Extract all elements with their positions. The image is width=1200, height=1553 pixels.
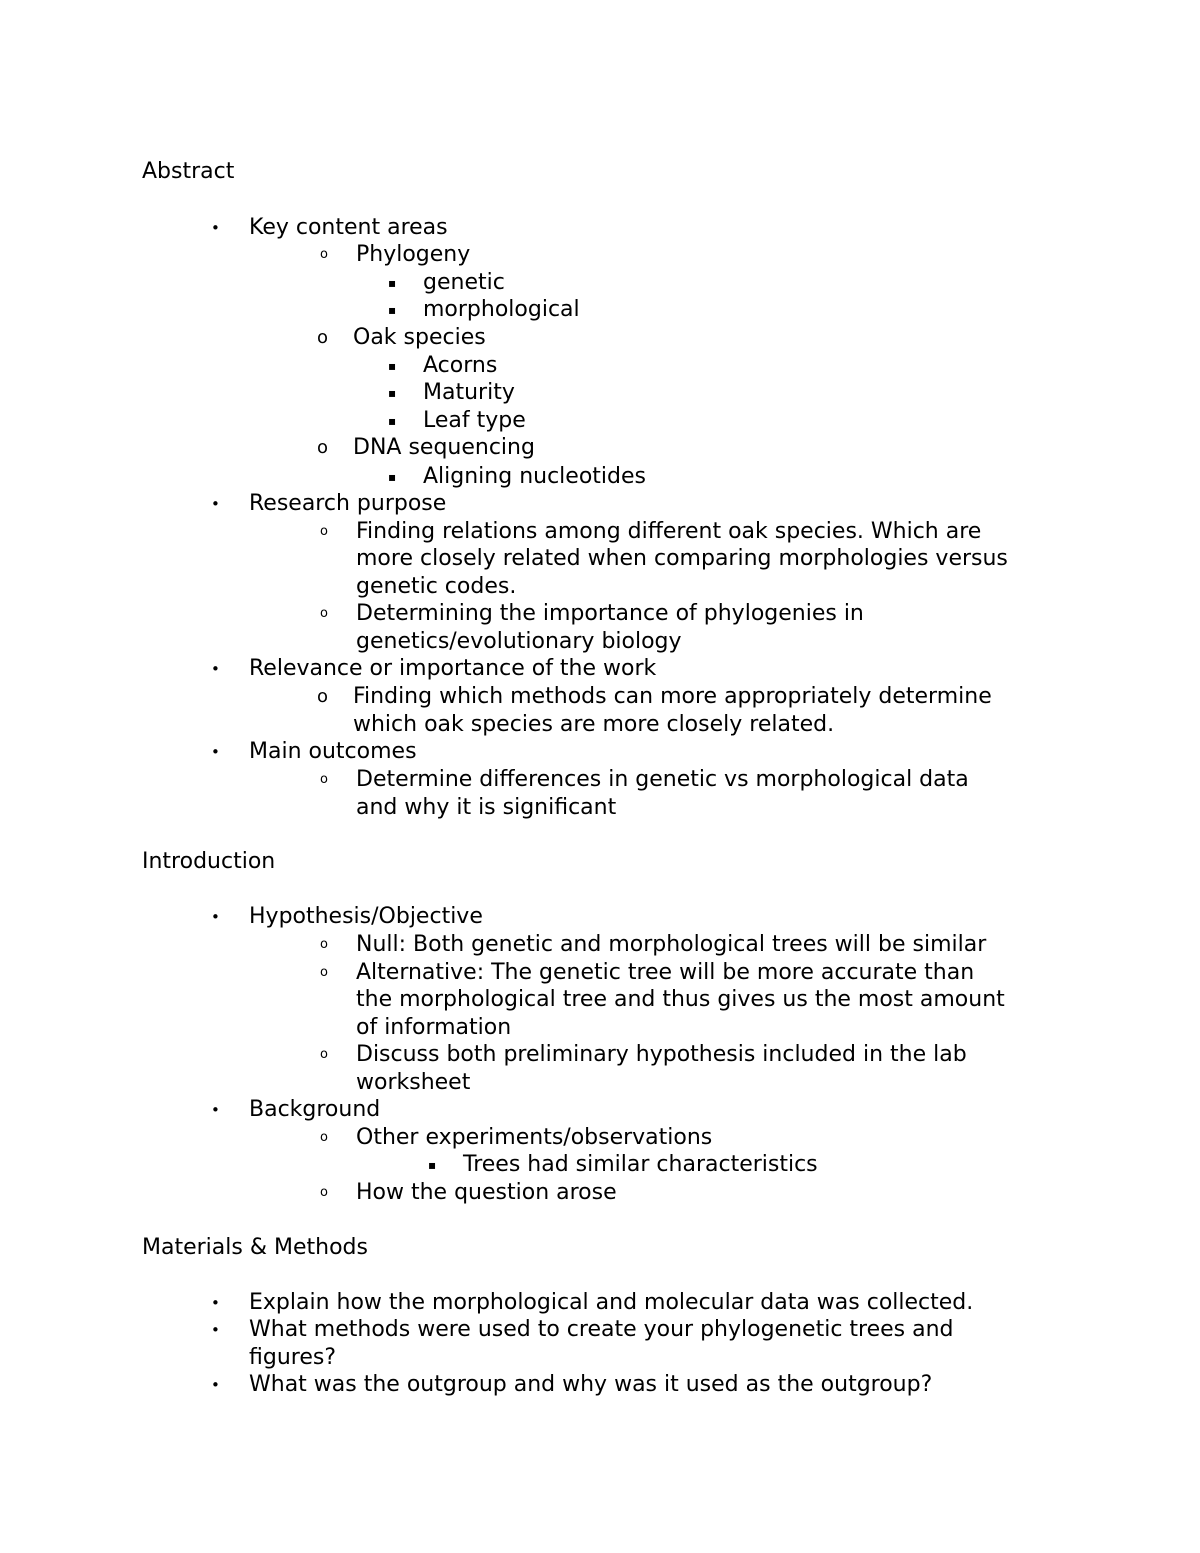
phylogeny-item: Phylogeny bbox=[356, 242, 471, 267]
dna-sequencing-item: DNA sequencing bbox=[353, 435, 535, 460]
circle-marker: o bbox=[320, 937, 328, 952]
circle-marker: o bbox=[320, 524, 328, 539]
hypothesis-label: Hypothesis/Objective bbox=[249, 904, 483, 929]
square-marker: ▪ bbox=[388, 386, 397, 400]
alt-hypothesis-line3: of information bbox=[356, 1015, 512, 1040]
leaf-type-item: Leaf type bbox=[423, 408, 526, 433]
maturity-item: Maturity bbox=[423, 380, 515, 405]
acorns-item: Acorns bbox=[423, 353, 498, 378]
outcomes-label: Main outcomes bbox=[249, 739, 417, 764]
circle-marker: o bbox=[317, 327, 329, 348]
research-purpose-label: Research purpose bbox=[249, 491, 447, 516]
circle-marker: o bbox=[317, 686, 329, 707]
circle-marker: o bbox=[320, 1130, 328, 1145]
relevance-label: Relevance or importance of the work bbox=[249, 656, 657, 681]
circle-marker: o bbox=[320, 606, 328, 621]
circle-marker: o bbox=[320, 1047, 328, 1062]
null-hypothesis: Null: Both genetic and morphological trees will be similar bbox=[356, 932, 987, 957]
relevance-p1-line2: which oak species are more closely related. bbox=[353, 712, 835, 737]
circle-marker: o bbox=[320, 1185, 328, 1200]
bullet-marker: • bbox=[211, 495, 220, 513]
discuss-line2: worksheet bbox=[356, 1070, 471, 1095]
research-p1-line2: more closely related when comparing morphologies versus bbox=[356, 546, 1008, 571]
question-arose-item: How the question arose bbox=[356, 1180, 617, 1205]
circle-marker: o bbox=[320, 965, 328, 980]
square-marker: ▪ bbox=[388, 359, 397, 373]
research-p2-line2: genetics/evolutionary biology bbox=[356, 629, 682, 654]
bullet-marker: • bbox=[211, 660, 220, 678]
square-marker: ▪ bbox=[388, 276, 397, 290]
background-label: Background bbox=[249, 1097, 381, 1122]
bullet-marker: • bbox=[211, 743, 220, 761]
research-p2-line1: Determining the importance of phylogenies in bbox=[356, 601, 864, 626]
morphological-item: morphological bbox=[423, 297, 580, 322]
circle-marker: o bbox=[317, 437, 329, 458]
key-content-label: Key content areas bbox=[249, 215, 448, 240]
trees-similar-item: Trees had similar characteristics bbox=[463, 1152, 818, 1177]
oak-species-item: Oak species bbox=[353, 325, 486, 350]
methods-item-2-line1: What methods were used to create your phylogenetic trees and bbox=[249, 1317, 954, 1342]
bullet-marker: • bbox=[211, 1376, 220, 1394]
aligning-item: Aligning nucleotides bbox=[423, 464, 646, 489]
circle-marker: o bbox=[320, 772, 328, 787]
introduction-heading: Introduction bbox=[142, 849, 276, 874]
relevance-p1-line1: Finding which methods can more appropriately determine bbox=[353, 684, 992, 709]
square-marker: ▪ bbox=[428, 1158, 437, 1172]
bullet-marker: • bbox=[211, 219, 220, 237]
research-p1-line3: genetic codes. bbox=[356, 574, 517, 599]
methods-heading: Materials & Methods bbox=[142, 1235, 368, 1260]
circle-marker: o bbox=[320, 247, 328, 262]
bullet-marker: • bbox=[211, 1321, 220, 1339]
discuss-line1: Discuss both preliminary hypothesis included in the lab bbox=[356, 1042, 967, 1067]
methods-item-3: What was the outgroup and why was it used as the outgroup? bbox=[249, 1372, 933, 1397]
bullet-marker: • bbox=[211, 908, 220, 926]
research-p1-line1: Finding relations among different oak species. Which are bbox=[356, 519, 982, 544]
other-experiments-item: Other experiments/observations bbox=[356, 1125, 713, 1150]
bullet-marker: • bbox=[211, 1294, 220, 1312]
abstract-heading: Abstract bbox=[142, 159, 235, 184]
methods-item-1: Explain how the morphological and molecular data was collected. bbox=[249, 1290, 974, 1315]
alt-hypothesis-line2: the morphological tree and thus gives us the most amount bbox=[356, 987, 1005, 1012]
alt-hypothesis-line1: Alternative: The genetic tree will be more accurate than bbox=[356, 960, 975, 985]
bullet-marker: • bbox=[211, 1101, 220, 1119]
outcomes-p1-line2: and why it is significant bbox=[356, 795, 617, 820]
genetic-item: genetic bbox=[423, 270, 505, 295]
square-marker: ▪ bbox=[388, 303, 397, 317]
square-marker: ▪ bbox=[388, 470, 397, 484]
methods-item-2-line2: figures? bbox=[249, 1345, 337, 1370]
outcomes-p1-line1: Determine differences in genetic vs morphological data bbox=[356, 767, 969, 792]
square-marker: ▪ bbox=[388, 414, 397, 428]
